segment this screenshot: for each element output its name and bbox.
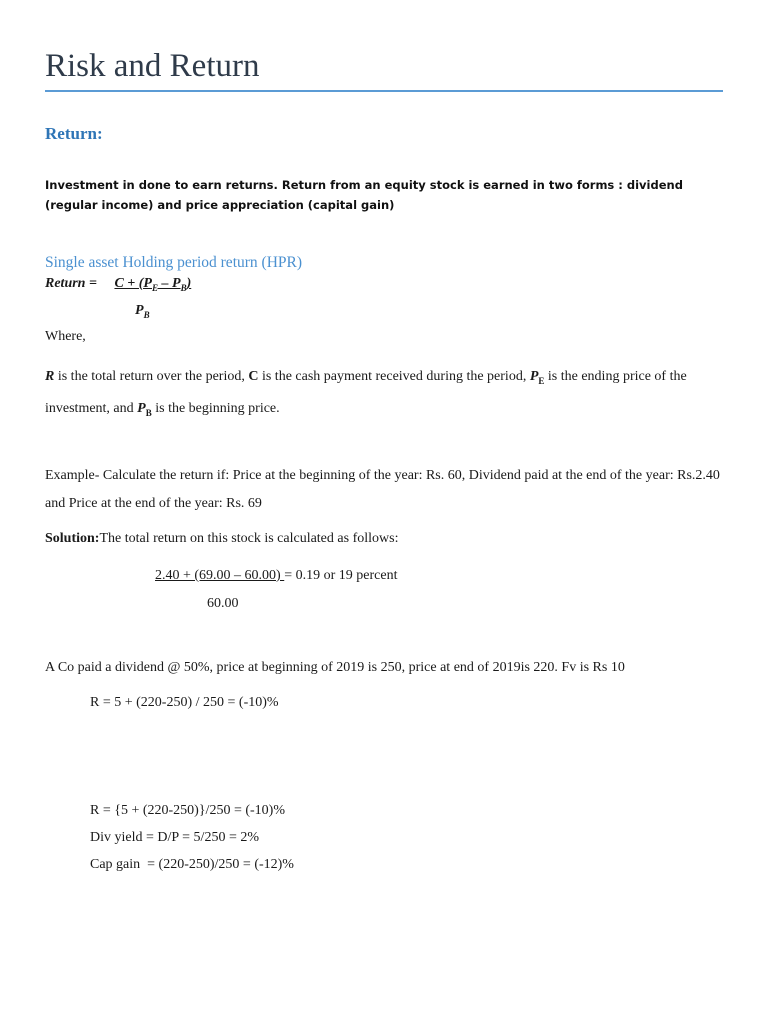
title-underline <box>45 90 723 92</box>
def-pe-sub: E <box>538 375 545 386</box>
r-line-1: R = 5 + (220-250) / 250 = (-10)% <box>90 695 279 710</box>
definition-paragraph <box>45 363 735 427</box>
where-label: Where, <box>45 329 86 344</box>
denominator-sub: B <box>143 309 150 320</box>
hpr-subheading: Single asset Holding period return (HPR) <box>45 254 303 271</box>
intro-paragraph: Investment in done to earn returns. Return from an equity stock is earned in two forms : dividend (regular income) and price appreciation (capital gain) <box>45 178 683 212</box>
hpr-formula <box>45 276 191 293</box>
r-line-2: R = {5 + (220-250)}/250 = (-10)% <box>90 803 285 818</box>
def-pb-sub: B <box>145 407 152 418</box>
def-pe: P <box>529 369 539 384</box>
solution-label: Solution: <box>45 531 100 546</box>
formula-denominator <box>135 303 150 320</box>
calc-numerator: 2.40 + (69.00 – 60.00) <box>155 568 285 583</box>
aco-paragraph: A Co paid a dividend @ 50%, price at beginning of 2019 is 250, price at end of 2019is 220. Fv is Rs 10 <box>45 660 625 675</box>
def-text-4: is the beginning price. <box>151 400 280 416</box>
calc-result: = 0.19 or 19 percent <box>284 568 398 583</box>
example-paragraph: Example- Calculate the return if: Price at the beginning of the year: Rs. 60, Dividend paid at the end of the year: Rs.2.40 and Price at the end of the year: Rs. 69 <box>45 468 720 511</box>
def-text-3: is the ending price of the investment, and <box>45 369 687 416</box>
formula-label: Return = <box>45 276 97 291</box>
numerator-sub-b: B <box>180 282 187 293</box>
def-text-1: is the total return over the period, <box>54 369 249 384</box>
solution-line <box>45 531 398 547</box>
def-c: C <box>248 369 259 384</box>
def-pb: P <box>137 400 146 416</box>
document-title: Risk and Return <box>45 48 260 84</box>
def-text-2: is the cash payment received during the period, <box>258 369 530 384</box>
div-yield-line: Div yield = D/P = 5/250 = 2% <box>90 830 259 845</box>
numerator-close: ) <box>186 276 192 291</box>
numerator-part: C + (P <box>114 276 152 291</box>
def-r: R <box>45 369 55 384</box>
calc-line <box>155 568 398 584</box>
numerator-minus: – P <box>158 276 181 291</box>
formula-numerator <box>114 276 191 291</box>
numerator-sub-e: E <box>151 282 158 293</box>
denominator-p: P <box>135 303 144 318</box>
cap-gain-line: Cap gain = (220-250)/250 = (-12)% <box>90 857 294 872</box>
calc-denominator: 60.00 <box>207 596 239 611</box>
section-heading-return: Return: <box>45 124 103 143</box>
solution-text: The total return on this stock is calculated as follows: <box>99 531 399 546</box>
